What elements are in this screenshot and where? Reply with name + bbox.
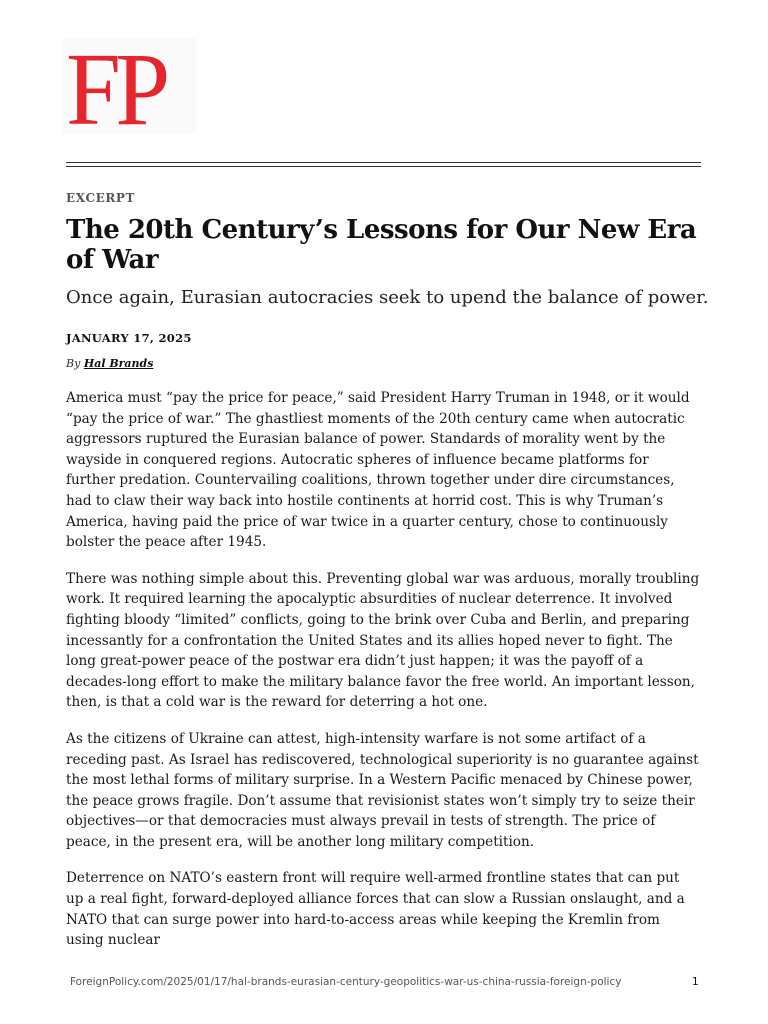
body-paragraph: America must “pay the price for peace,” said President Harry Truman in 1948, or it would “pay the price of war.” The ghastliest moments of the 20th century came when autocratic aggressors ruptured the Eurasian balance of power. Standards of morality went by the wayside in conquered regions. Autocratic spheres of influence became platforms for further predation. Countervailing coalitions, thrown together under dire circumstances, had to claw their way back into hostile continents at horrid cost. This is why Truman’s America, having paid the price of war twice in a quarter century, chose to continuously bolster the peace after 1945. — [66, 390, 690, 551]
fp-logo: FP — [66, 32, 165, 147]
byline — [66, 357, 153, 370]
article-kicker: EXCERPT — [66, 191, 136, 205]
byline-label: By — [66, 357, 81, 370]
header-rule-top — [66, 162, 701, 163]
body-paragraph: As the citizens of Ukraine can attest, high-intensity warfare is not some artifact of a receding past. As Israel has rediscovered, technological superiority is no guarantee against the most lethal forms of military surprise. In a Western Pacific menaced by Chinese power, the peace grows fragile. Don’t assume that revisionist states won’t simply try to seize their objectives—or that democracies must always prevail in tests of strength. The price of peace, in the present era, will be another long military competition. — [66, 730, 699, 850]
page-number: 1 — [692, 976, 699, 988]
article-dek: Once again, Eurasian autocracies seek to upend the balance of power. — [66, 287, 709, 308]
header-rule-bottom — [66, 166, 701, 167]
author-link[interactable]: Hal Brands — [83, 357, 154, 370]
article-headline: The 20th Century’s Lessons for Our New Era of War — [66, 215, 697, 275]
body-paragraph: There was nothing simple about this. Preventing global war was arduous, morally troubling work. It required learning the apocalyptic absurdities of nuclear deterrence. It involved fighting bloody “limited” conflicts, going to the brink over Cuba and Berlin, and preparing incessantly for a confrontation the United States and its allies hoped never to fight. The long great-power peace of the postwar era didn’t just happen; it was the payoff of a decades-long effort to make the military balance favor the free world. An important lesson, then, is that a cold war is the reward for deterring a hot one. — [66, 570, 700, 711]
body-paragraph: Deterrence on NATO’s eastern front will require well-armed frontline states that can put up a real fight, forward-deployed alliance forces that can slow a Russian onslaught, and a NATO that can surge power into hard-to-access areas while keeping the Kremlin from using nuclear — [66, 870, 685, 949]
footer-url: ForeignPolicy.com/2025/01/17/hal-brands-eurasian-century-geopolitics-war-us-china-russia-foreign-policy — [70, 976, 622, 988]
article-body — [66, 388, 700, 967]
article-date: JANUARY 17, 2025 — [66, 331, 192, 345]
